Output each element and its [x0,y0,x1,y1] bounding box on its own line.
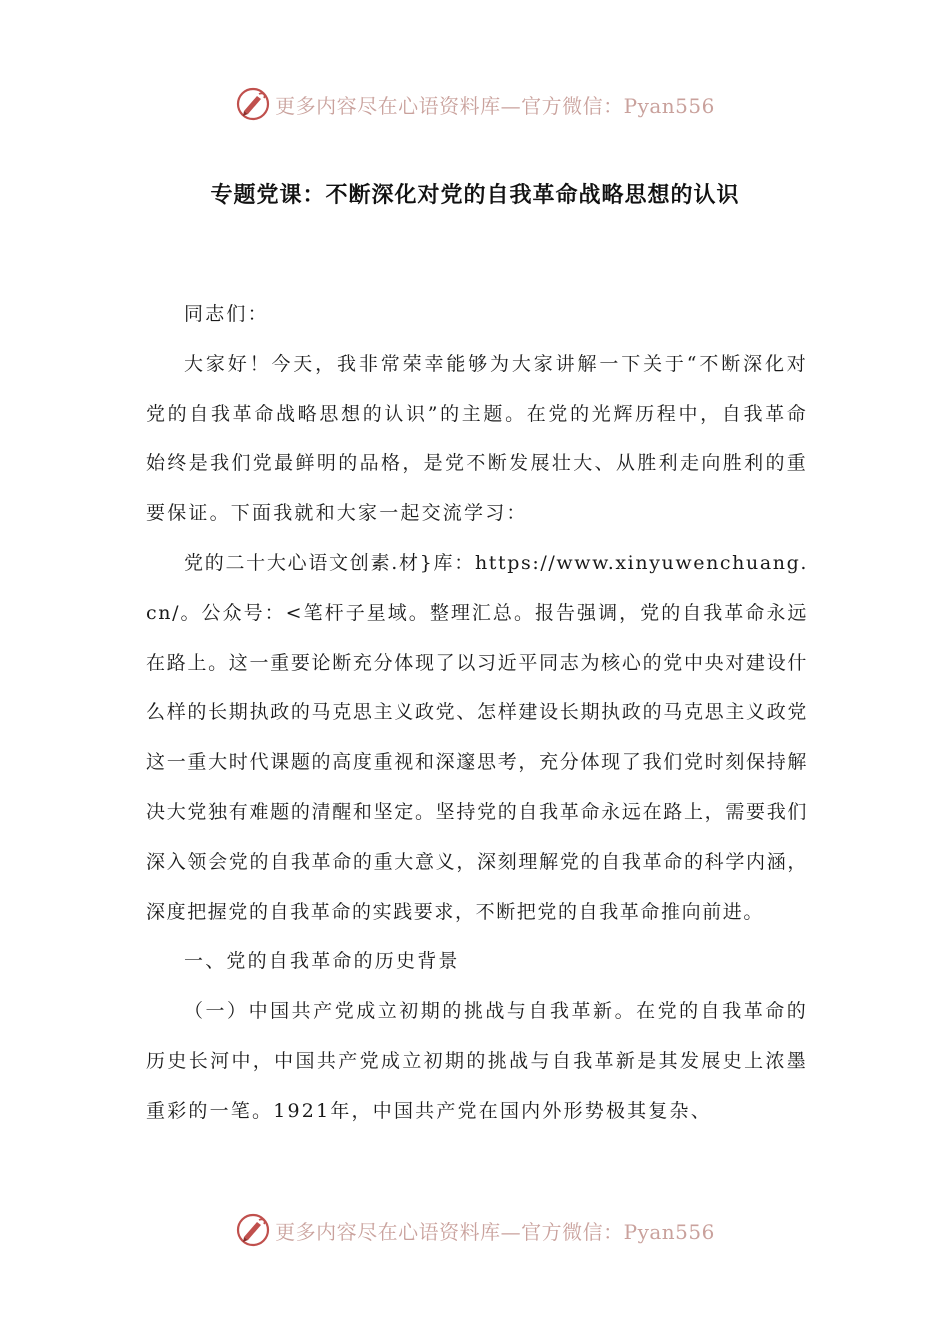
greeting: 同志们： [184,303,269,325]
pen-logo-icon [235,86,271,122]
footer-watermark-text: 更多内容尽在心语资料库—官方微信：Pyan556 [275,1219,715,1244]
footer-watermark-banner [0,1210,950,1250]
header-watermark-banner [0,84,950,124]
document-body [146,290,808,1137]
document-title: 专题党课：不断深化对党的自我革命战略思想的认识 [210,183,740,208]
section-heading: 一、党的自我革命的历史背景 [184,950,460,973]
paragraph-subsection: （一）中国共产党成立初期的挑战与自我革新。在党的自我革命的历史长河中，中国共产党成立初期的挑战与自我革新是其发展史上浓墨重彩的一笔。1921年，中国共产党在国内外形势极其复杂、 [146,1000,808,1122]
paragraph-report: 党的二十大心语文创素.材}库：https://www.xinyuwenchuang.cn/。公众号：<笔杆子星域。整理汇总。报告强调，党的自我革命永远在路上。这一重要论断充分体现了以习近平同志为核心的党中央对建设什么样的长期执政的马克思主义政党、怎样建设长期执政的马克思主义政党这一重大时代课题的高度重视和深邃思考，充分体现了我们党时刻保持解决大党独有难题的清醒和坚定。坚持党的自我革命永远在路上，需要我们深入领会党的自我革命的重大意义，深刻理解党的自我革命的科学内涵，深度把握党的自我革命的实践要求，不断把党的自我革命推向前进。 [146,551,808,923]
paragraph-intro: 大家好！今天，我非常荣幸能够为大家讲解一下关于“不断深化对党的自我革命战略思想的认识”的主题。在党的光辉历程中，自我革命始终是我们党最鲜明的品格，是党不断发展壮大、从胜利走向胜利的重要保证。下面我就和大家一起交流学习： [146,352,808,525]
header-watermark-text: 更多内容尽在心语资料库—官方微信：Pyan556 [275,93,715,118]
pen-logo-icon [235,1212,271,1248]
